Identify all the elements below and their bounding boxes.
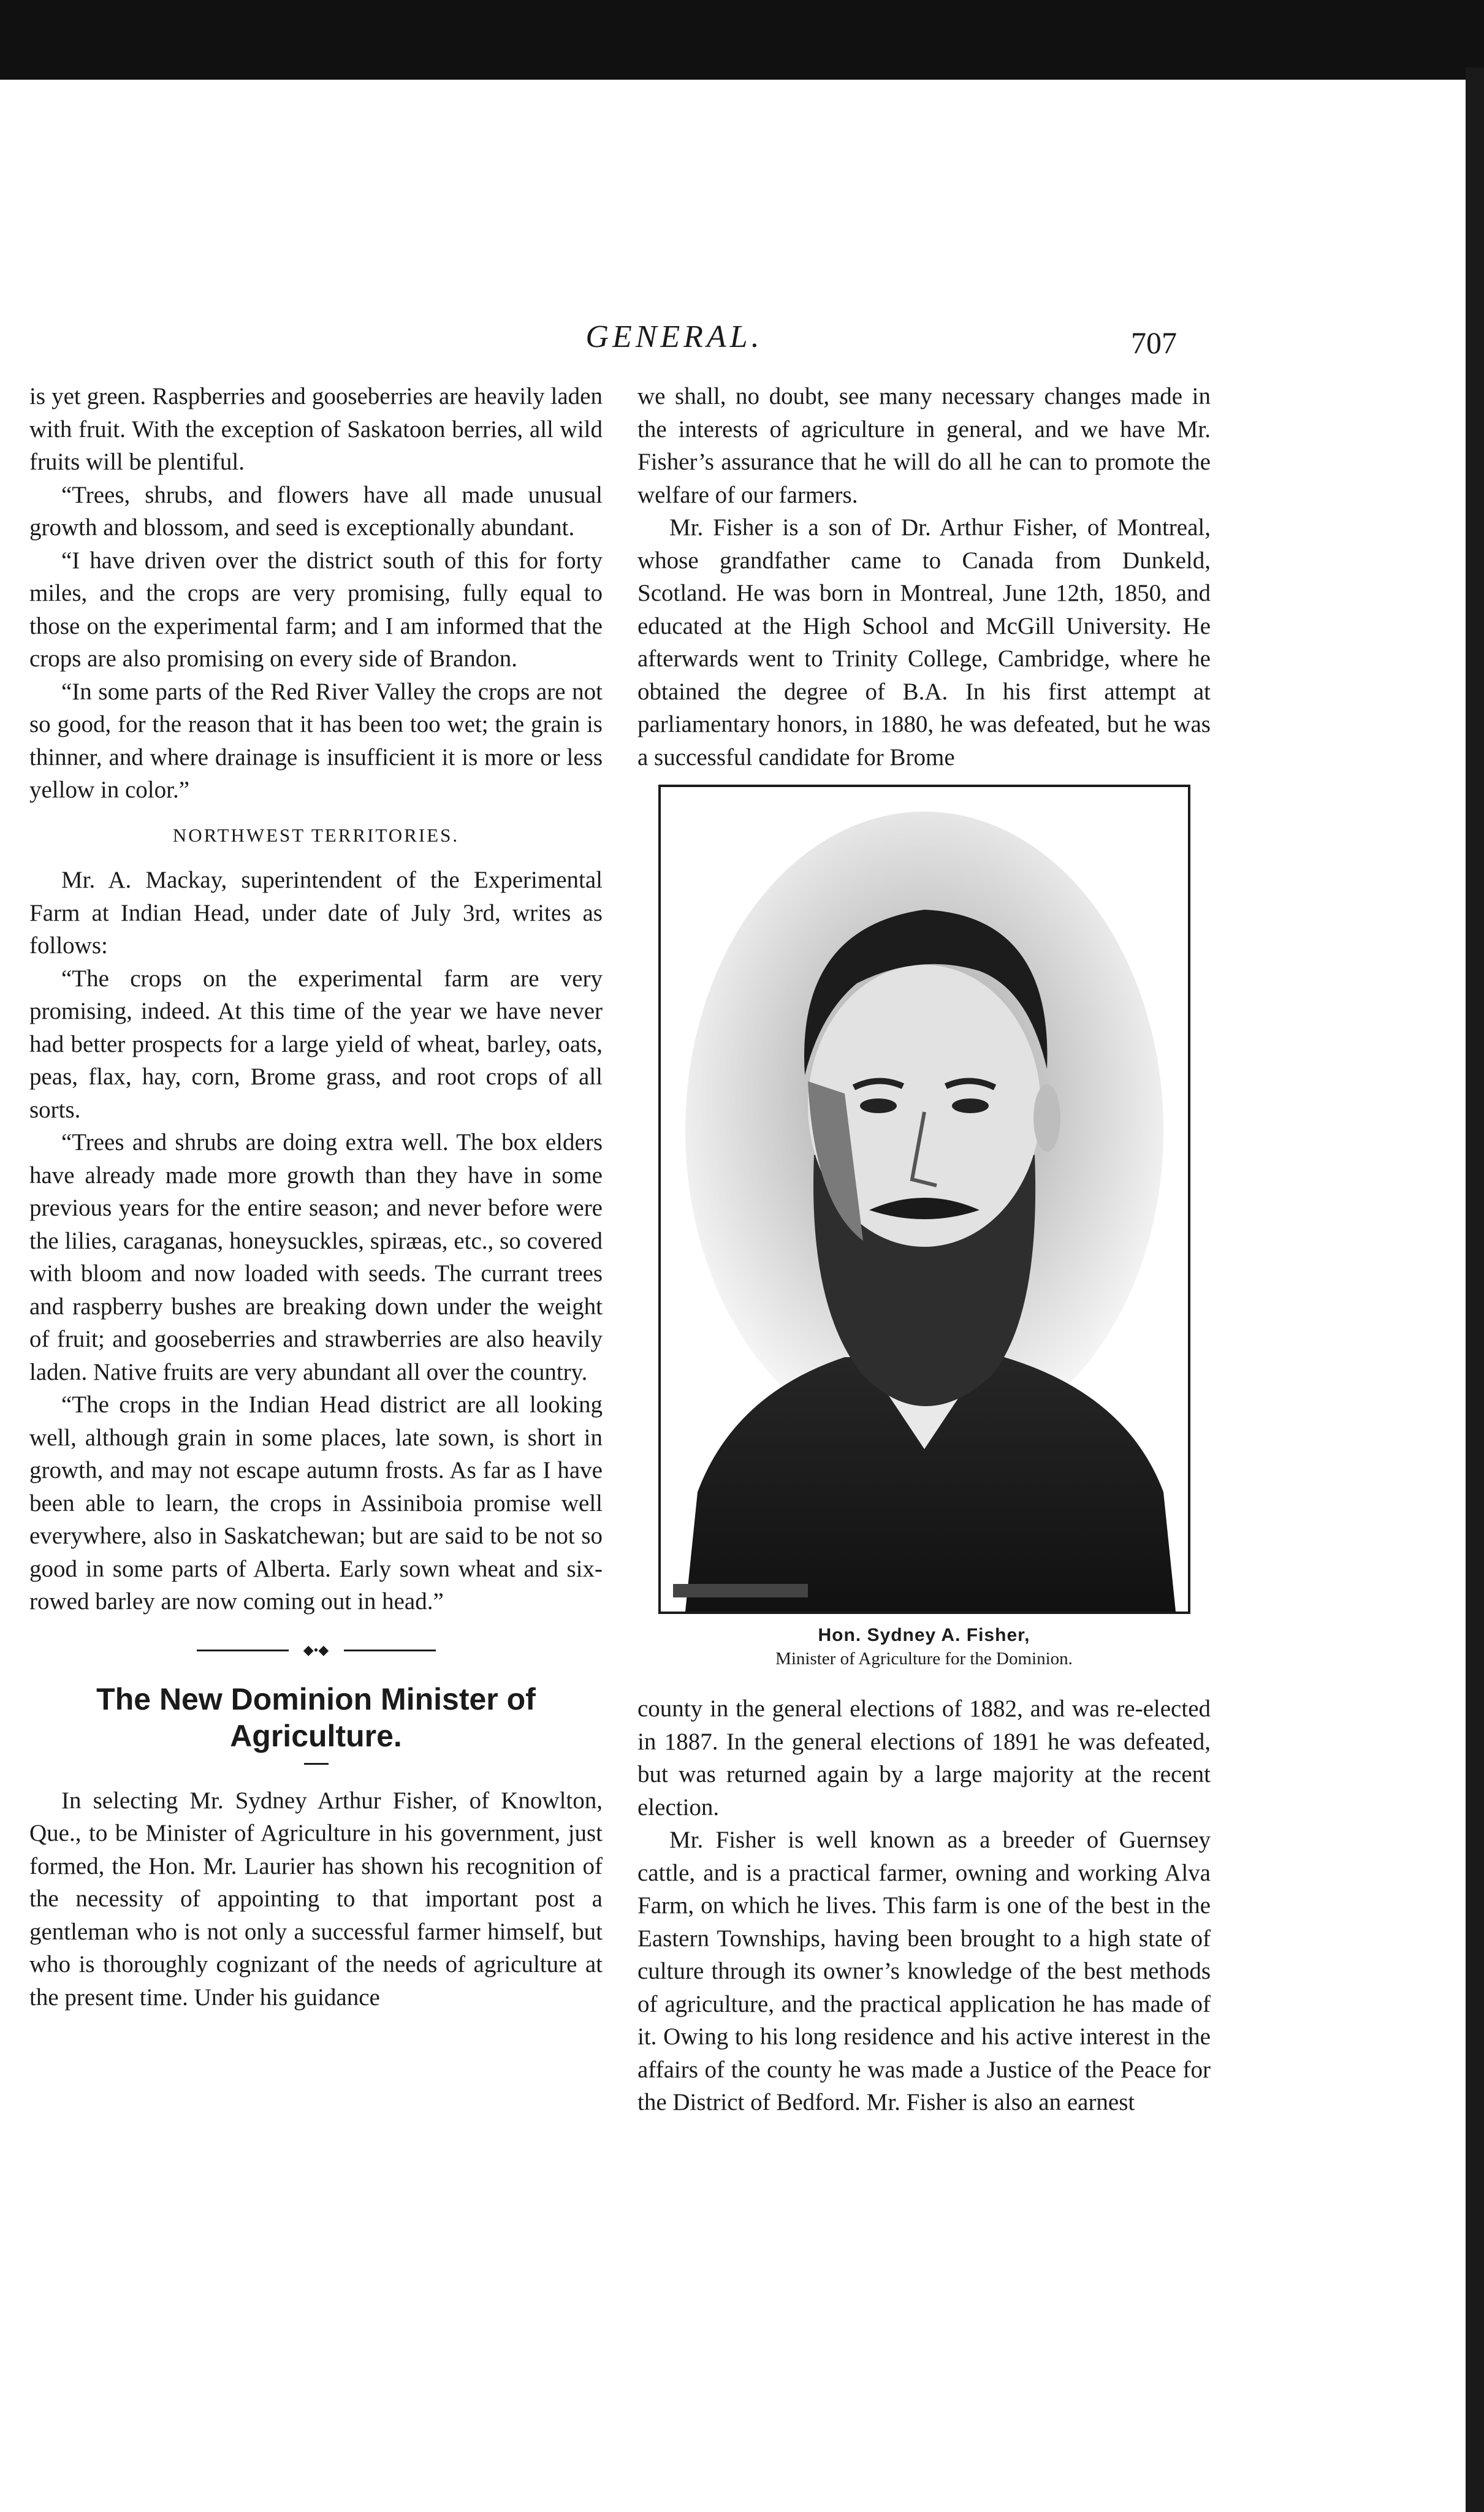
paragraph: “Trees and shrubs are doing extra well. The box elders have already made more growth than they have in some previous years for the entire season; and never before were the lilies, caraganas, honeysuckles, spiræas, etc., so covered with bloom and now loaded with seeds. The currant trees and raspberry bushes are breaking down under the weight of fruit; and gooseberries and strawberries are also heavily laden. Native fruits are very abundant all over the country. [29,1129,603,1385]
figure-caption-name: Hon. Sydney A. Fisher, [818,1625,1030,1645]
paragraph: county in the general elections of 1882, and was re-elected in 1887. In the general elections of 1891 he was defeated, but was returned again by a large majority at the recent election. [637,1696,1211,1821]
page-header [0,319,1484,368]
page-number: 707 [1131,325,1177,360]
article-title: The New Dominion Minister of Agriculture. [96,1681,536,1753]
paragraph: In selecting Mr. Sydney Arthur Fisher, of Knowlton, Que., to be Minister of Agriculture in his government, just formed, the Hon. Mr. Laurier has shown his recognition of the necessity of appointing to that important post a gentleman who is not only a successful farmer himself, but who is thoroughly cognizant of the needs of agriculture at the present time. Under his guidance [29,1787,603,2011]
paragraph: “In some parts of the Red River Valley the crops are not so good, for the reason that it has been too wet; the grain is thinner, and where drainage is insufficient it is more or less yellow in color.” [29,678,603,803]
paragraph: is yet green. Raspberries and gooseberries are heavily laden with fruit. With the exception of Saskatoon berries, all wild fruits will be plentiful. [29,383,603,475]
section-divider [197,1644,436,1656]
running-head: GENERAL. [585,319,763,354]
figure-caption-title: Minister of Agriculture for the Dominion. [775,1649,1073,1669]
paragraph: we shall, no doubt, see many necessary changes made in the interests of agriculture in general, and we have Mr. Fisher’s assurance that he will do all he can to promote the welfare of our farmers. [637,383,1211,508]
divider-ornament: ◆•◆ [289,1640,344,1660]
paragraph: “Trees, shrubs, and flowers have all made unusual growth and blossom, and seed is exceptionally abundant. [29,481,603,541]
scan-edge-right [1466,67,1484,2512]
right-column [637,380,1211,2119]
portrait-photo [658,785,1190,1614]
scan-edge-top [0,0,1484,80]
portrait-illustration [661,787,1188,1612]
paragraph: “The crops in the Indian Head district are all looking well, although grain in some places, late sown, is short in growth, and may not escape autumn frosts. As far as I have been able to learn, the crops in Assiniboia promise well everywhere, also in Saskatchewan; but are said to be not so good in some parts of Alberta. Early sown wheat and six-rowed barley are now coming out in head.” [29,1391,603,1615]
section-subhead: NORTHWEST TERRITORIES. [172,824,460,846]
paragraph: Mr. Fisher is well known as a breeder of Guernsey cattle, and is a practical farmer, owning and working Alva Farm, on which he lives. This farm is one of the best in the Eastern Townships, having been brought to a high state of culture through its owner’s knowledge of the best methods of agriculture, and the practical application he has made of it. Owing to his long residence and his active interest in the affairs of the county he was made a Justice of the Peace for the District of Bedford. Mr. Fisher is also an earnest [637,1827,1211,2115]
paragraph: Mr. A. Mackay, superintendent of the Experimental Farm at Indian Head, under date of July 3rd, writes as follows: [29,867,603,959]
title-dash [304,1763,329,1765]
paragraph: “I have driven over the district south of this for forty miles, and the crops are very promising, fully equal to those on the experimental farm; and I am informed that the crops are also promising on every side of Brandon. [29,547,603,672]
paragraph: Mr. Fisher is a son of Dr. Arthur Fisher, of Montreal, whose grandfather came to Canada from Dunkeld, Scotland. He was born in Montreal, June 12th, 1850, and educated at the High School and McGill University. He afterwards went to Trinity College, Cambridge, where he obtained the degree of B.A. In his first attempt at parliamentary honors, in 1880, he was defeated, but he was a successful candidate for Brome [637,514,1211,771]
left-column [29,380,603,2014]
paragraph: “The crops on the experimental farm are very promising, indeed. At this time of the year we have never had better prospects for a large yield of wheat, barley, oats, peas, flax, hay, corn, Brome grass, and root crops of all sorts. [29,965,603,1123]
